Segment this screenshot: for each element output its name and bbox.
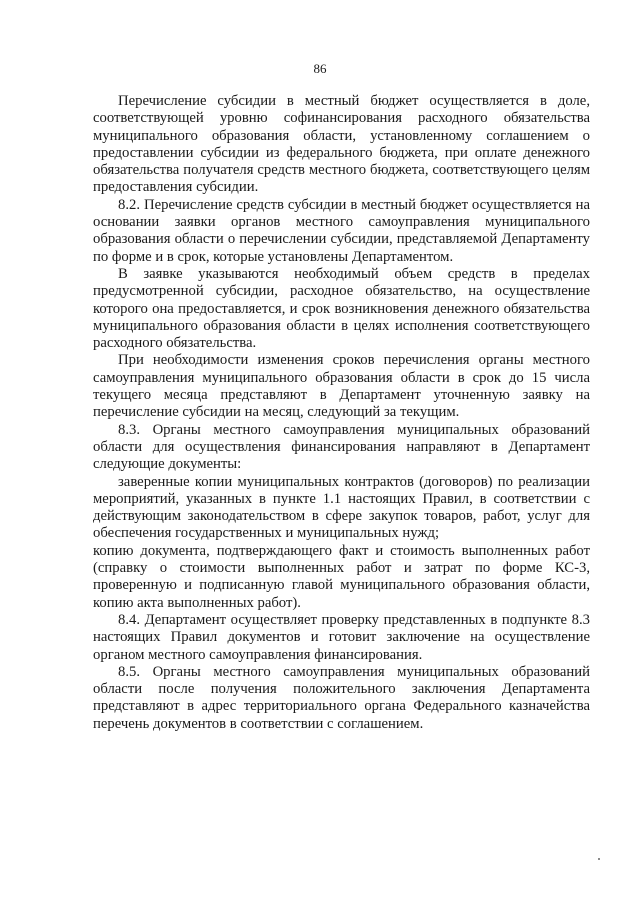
scan-artifact-dot (598, 858, 600, 860)
paragraph-application-contents: В заявке указываются необходимый объем средств в пределах предусмотренной субсидии, расходное обязательство, на осуществление которого она предоставляется, и срок возникновения денежного обязательства муниципального образования области в целях исполнения соответствующего расходного обязательства. (93, 265, 590, 352)
paragraph-work-cost-document: копию документа, подтверждающего факт и стоимость выполненных работ (справку о стоимости выполненных работ и затрат по форме КС-3, проверенную и подписанную главой муниципального образования области, копию акта выполненных работ). (93, 542, 590, 611)
paragraph-8-5: 8.5. Органы местного самоуправления муниципальных образований области после получения положительного заключения Департамента представляют в адрес территориального органа Федерального казначейства перечень документов в соответствии с соглашением. (93, 663, 590, 732)
page-number: 86 (313, 61, 327, 76)
paragraph-8-4: 8.4. Департамент осуществляет проверку представленных в подпункте 8.3 настоящих Правил документов и готовит заключение на осуществление органом местного самоуправления финансирования. (93, 611, 590, 663)
paragraph-8-2: 8.2. Перечисление средств субсидии в местный бюджет осуществляется на основании заявки органов местного самоуправления муниципального образования области о перечислении субсидии, представляемой Департаменту по форме и в срок, которые установлены Департаментом. (93, 196, 590, 265)
paragraph-contract-copies: заверенные копии муниципальных контрактов (договоров) по реализации мероприятий, указанных в пункте 1.1 настоящих Правил, в соответствии с действующим законодательством в сфере закупок товаров, работ, услуг для обеспечения государственных и муниципальных нужд; (93, 473, 590, 542)
document-body (93, 93, 590, 733)
paragraph-schedule-change: При необходимости изменения сроков перечисления органы местного самоуправления муниципального образования области в срок до 15 числа текущего месяца представляют в Департамент уточненную заявку на перечисление субсидии на месяц, следующий за текущим. (93, 352, 590, 421)
paragraph-8-3: 8.3. Органы местного самоуправления муниципальных образований области для осуществления финансирования направляют в Департамент следующие документы: (93, 421, 590, 473)
paragraph-transfer-share: Перечисление субсидии в местный бюджет осуществляется в доле, соответствующей уровню софинансирования расходного обязательства муниципального образования области, установленному соглашением о предоставлении субсидии из федерального бюджета, при оплате денежного обязательства получателя средств местного бюджета, соответствующего целям предоставления субсидии. (93, 93, 590, 196)
